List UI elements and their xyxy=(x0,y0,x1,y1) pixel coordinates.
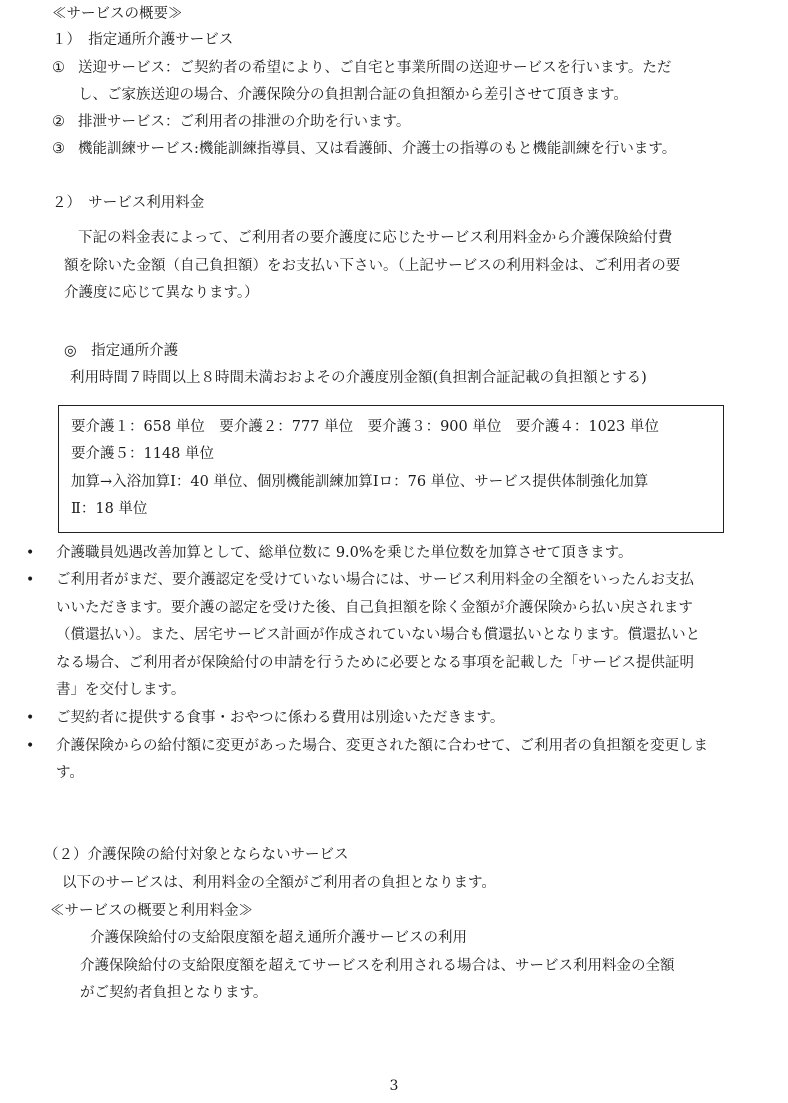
bullet-2-line3: （償還払い）。また、居宅サービス計画が作成されていない場合も償還払いとなります。償還払いと xyxy=(56,627,701,643)
section-3-intro: 以下のサービスは、利用料金の全額がご利用者の負担となります。 xyxy=(62,875,496,891)
bullet-2-line4: なる場合、ご利用者が保険給付の申請を行うために必要となる事項を記載した「サービス提供証明 xyxy=(56,655,694,671)
tsusho-subtitle: 利用時間７時間以上８時間未満おおよその介護度別金額(負担割合証記載の負担額とする) xyxy=(70,370,647,386)
fee-table-line2: 要介護５：1148 単位 xyxy=(71,446,215,462)
section-3-item-line2: がご契約者負担となります。 xyxy=(80,985,268,1001)
fee-paragraph-line1: 下記の料金表によって、ご利用者の要介護度に応じたサービス利用料金から介護保険給付費 xyxy=(78,230,673,246)
tsusho-title: ◎ 指定通所介護 xyxy=(64,343,179,359)
fee-table-line3: 加算→入浴加算Ⅰ：40 単位、個別機能訓練加算Ⅰロ：76 単位、サービス提供体制強化加算 xyxy=(71,474,649,490)
bullet-2-marker: • xyxy=(26,572,35,588)
bullet-2-line2: いいただきます。要介護の認定を受けた後、自己負担額を除く金額が介護保険から払い戻されます xyxy=(56,600,693,616)
fee-paragraph-line2: 額を除いた金額（自己負担額）をお支払い下さい。（上記サービスの利用料金は、ご利用者の要 xyxy=(64,258,681,274)
bullet-2-line1: ご利用者がまだ、要介護認定を受けていない場合には、サービス利用料金の全額をいったんお支払 xyxy=(56,572,694,588)
page-number: 3 xyxy=(389,1078,399,1094)
bullet-1-marker: • xyxy=(26,545,35,561)
fee-table-line4: Ⅱ：18 単位 xyxy=(71,501,148,517)
overview-header: ≪サービスの概要≫ xyxy=(52,6,183,22)
bullet-4-line2: す。 xyxy=(56,765,84,781)
section-3-title: （２）介護保険の給付対象とならないサービス xyxy=(44,847,349,863)
section-3-item-title: 介護保険給付の支給限度額を超え通所介護サービスの利用 xyxy=(90,930,467,946)
bullet-1-text: 介護職員処遇改善加算として、総単位数に 9.0%を乗じた単位数を加算させて頂きます。 xyxy=(56,545,633,561)
item-1-text-line1: 送迎サービス：ご契約者の希望により、ご自宅と事業所間の送迎サービスを行います。ただ xyxy=(78,60,672,76)
item-1-text-line2: し、ご家族送迎の場合、介護保険分の負担割合証の負担額から差引させて頂きます。 xyxy=(78,87,628,103)
item-2-number: ② xyxy=(52,114,65,130)
bullet-3-marker: • xyxy=(26,710,35,726)
item-2-text: 排泄サービス：ご利用者の排泄の介助を行います。 xyxy=(78,114,411,130)
section-3-header: ≪サービスの概要と利用料金≫ xyxy=(50,903,253,919)
bullet-4-line1: 介護保険からの給付額に変更があった場合、変更された額に合わせて、ご利用者の負担額を変更しま xyxy=(56,738,709,754)
section-2-title: ２） サービス利用料金 xyxy=(52,195,205,211)
section-1-title: １） 指定通所介護サービス xyxy=(52,32,234,48)
fee-table-line1: 要介護１：658 単位 要介護２：777 単位 要介護３：900 単位 要介護４：1023 単位 xyxy=(71,419,659,435)
item-3-number: ③ xyxy=(52,141,65,157)
item-3-text: 機能訓練サービス:機能訓練指導員、又は看護師、介護士の指導のもと機能訓練を行います。 xyxy=(78,141,677,157)
bullet-3-text: ご契約者に提供する食事・おやつに係わる費用は別途いただきます。 xyxy=(56,710,505,726)
fee-paragraph-line3: 介護度に応じて異なります。） xyxy=(64,285,259,301)
bullet-4-marker: • xyxy=(26,738,35,754)
item-1-number: ① xyxy=(52,60,65,76)
bullet-2-line5: 書」を交付します。 xyxy=(56,682,186,698)
section-3-item-line1: 介護保険給付の支給限度額を超えてサービスを利用される場合は、サービス利用料金の全額 xyxy=(80,958,675,974)
